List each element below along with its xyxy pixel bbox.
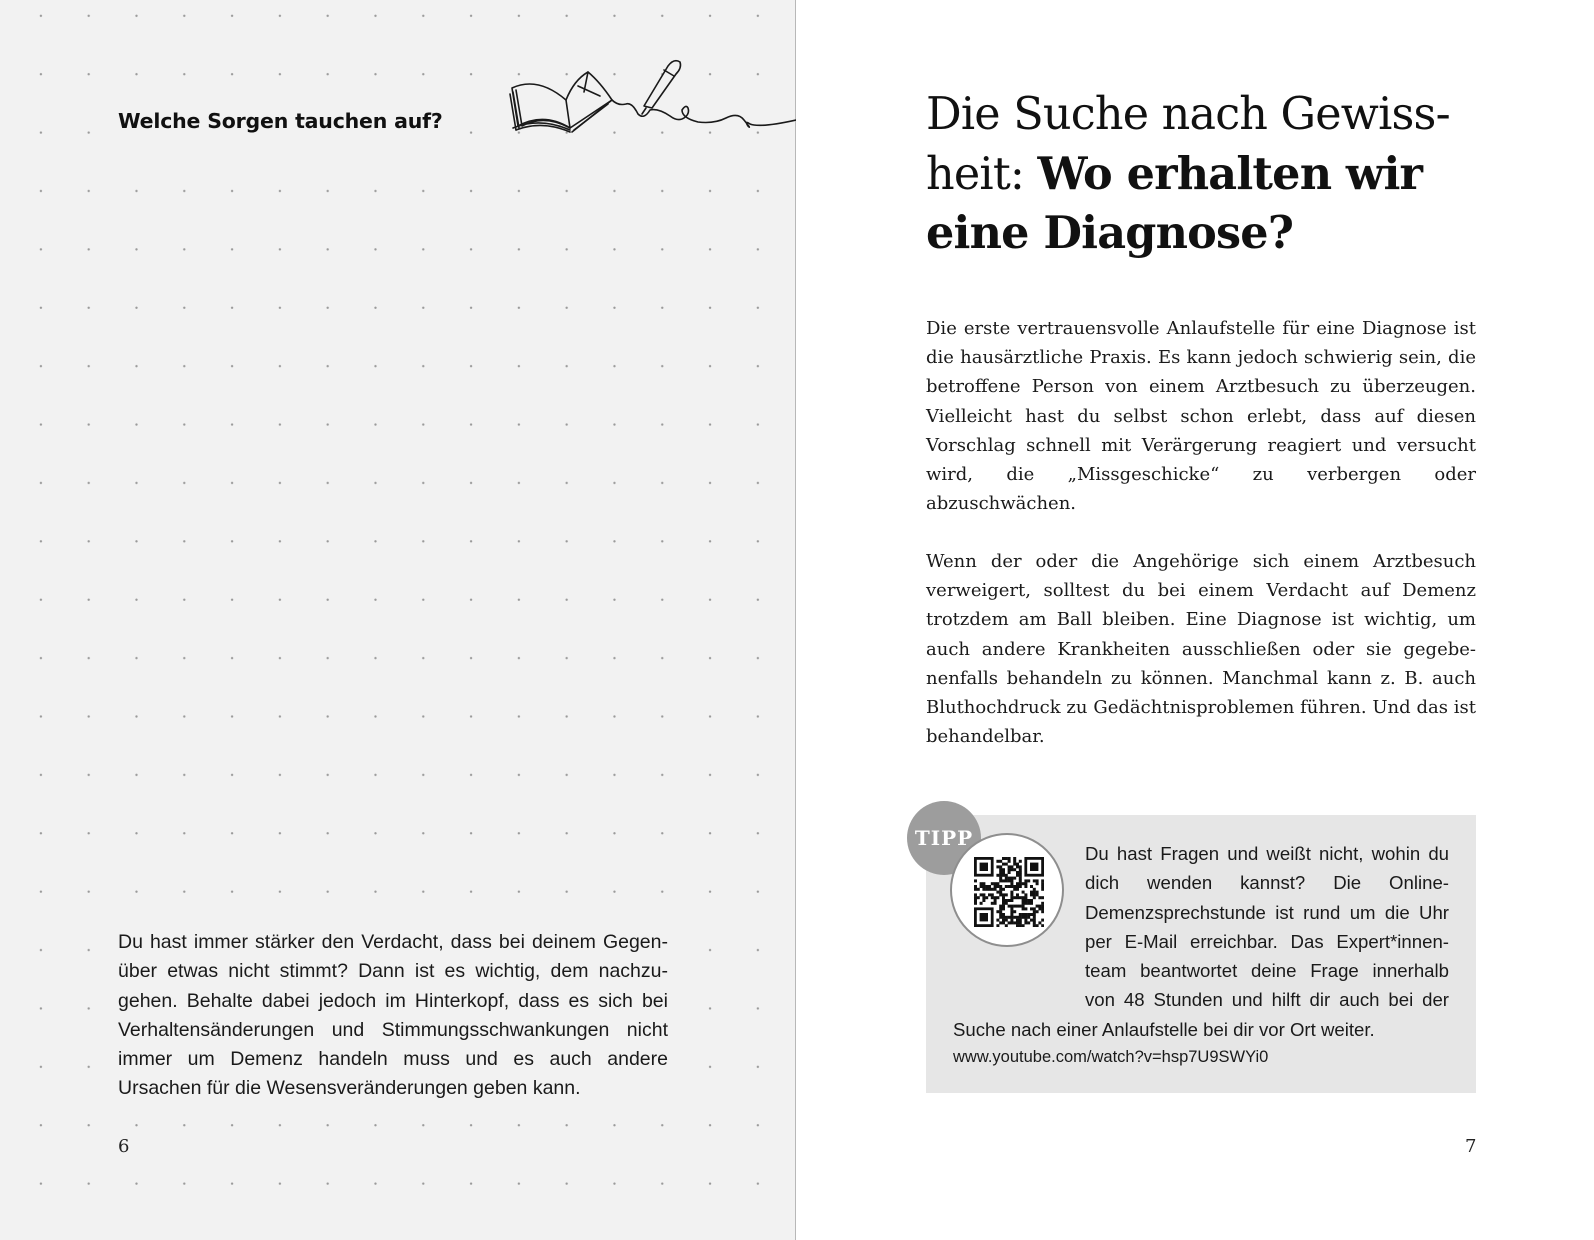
- left-page-heading: Welche Sorgen tauchen auf?: [118, 107, 447, 135]
- tip-badge: TIPP: [907, 801, 981, 875]
- book-and-pen-icon: [508, 56, 796, 140]
- page-number-right: 7: [1465, 1136, 1477, 1157]
- page-title: [926, 86, 1526, 264]
- tip-link[interactable]: www.youtube.com/watch?v=hsp7U9SWYi0: [953, 1048, 1269, 1066]
- page-number-left: 6: [118, 1136, 132, 1157]
- title-regular: Die Suche nach Gewissheit:: [926, 89, 1451, 200]
- paragraph-1: Die erste vertrauensvolle Anlaufstelle für eine Diagnose ist die hausärztliche Praxis. Es kann jedoch schwierig sein, die betroffene Person von einem Arztbesuch zu überzeugen. Vielleicht hast du selbst schon erlebt, dass auf diesen Vorschlag schnell mit Verärgerung reagiert und versucht wird, die „Missgeschicke“ zu verbergen oder abzuschwächen.: [926, 318, 1476, 515]
- tip-text: [953, 839, 1449, 1044]
- title-bold: Wo erhalten wir eine Diagnose?: [926, 147, 1423, 259]
- paragraph-2: Wenn der oder die Angehörige sich einem Arztbesuch verweigert, solltest du bei einem Verdacht auf Demenz trotzdem am Ball bleiben. Eine Diagnose ist wichtig, um auch andere Krankheiten ausschließen oder sie gegebenenfalls behandeln zu können. Manchmal kann z. B. auch Bluthochdruck zu Gedächtnisproblemen führen. Und das ist behandelbar.: [926, 551, 1476, 748]
- tip-text-content: Du hast Fragen und weißt nicht, wohin du dich wenden kannst? Die Online-Demenzsprechstunde ist rund um die Uhr per E-Mail erreichbar. Das Expert*innenteam beantwortet deine Frage innerhalb von 48 Stunden und hilft dir auch bei der Suche nach einer Anlaufstelle bei dir vor Ort weiter.: [953, 843, 1449, 1040]
- left-page-body: Du hast immer stärker den Verdacht, dass bei deinem Gegenüber etwas nicht stimmt? Dann ist es wichtig, dem nachzugehen. Behalte dabei jedoch im Hinterkopf, dass es sich bei Verhaltensänderungen und Stimmungsschwankungen nicht immer um Demenz handeln muss und es auch andere Ursachen für die Wesensveränderungen geben kann.: [118, 928, 668, 1104]
- left-page: [0, 0, 796, 1240]
